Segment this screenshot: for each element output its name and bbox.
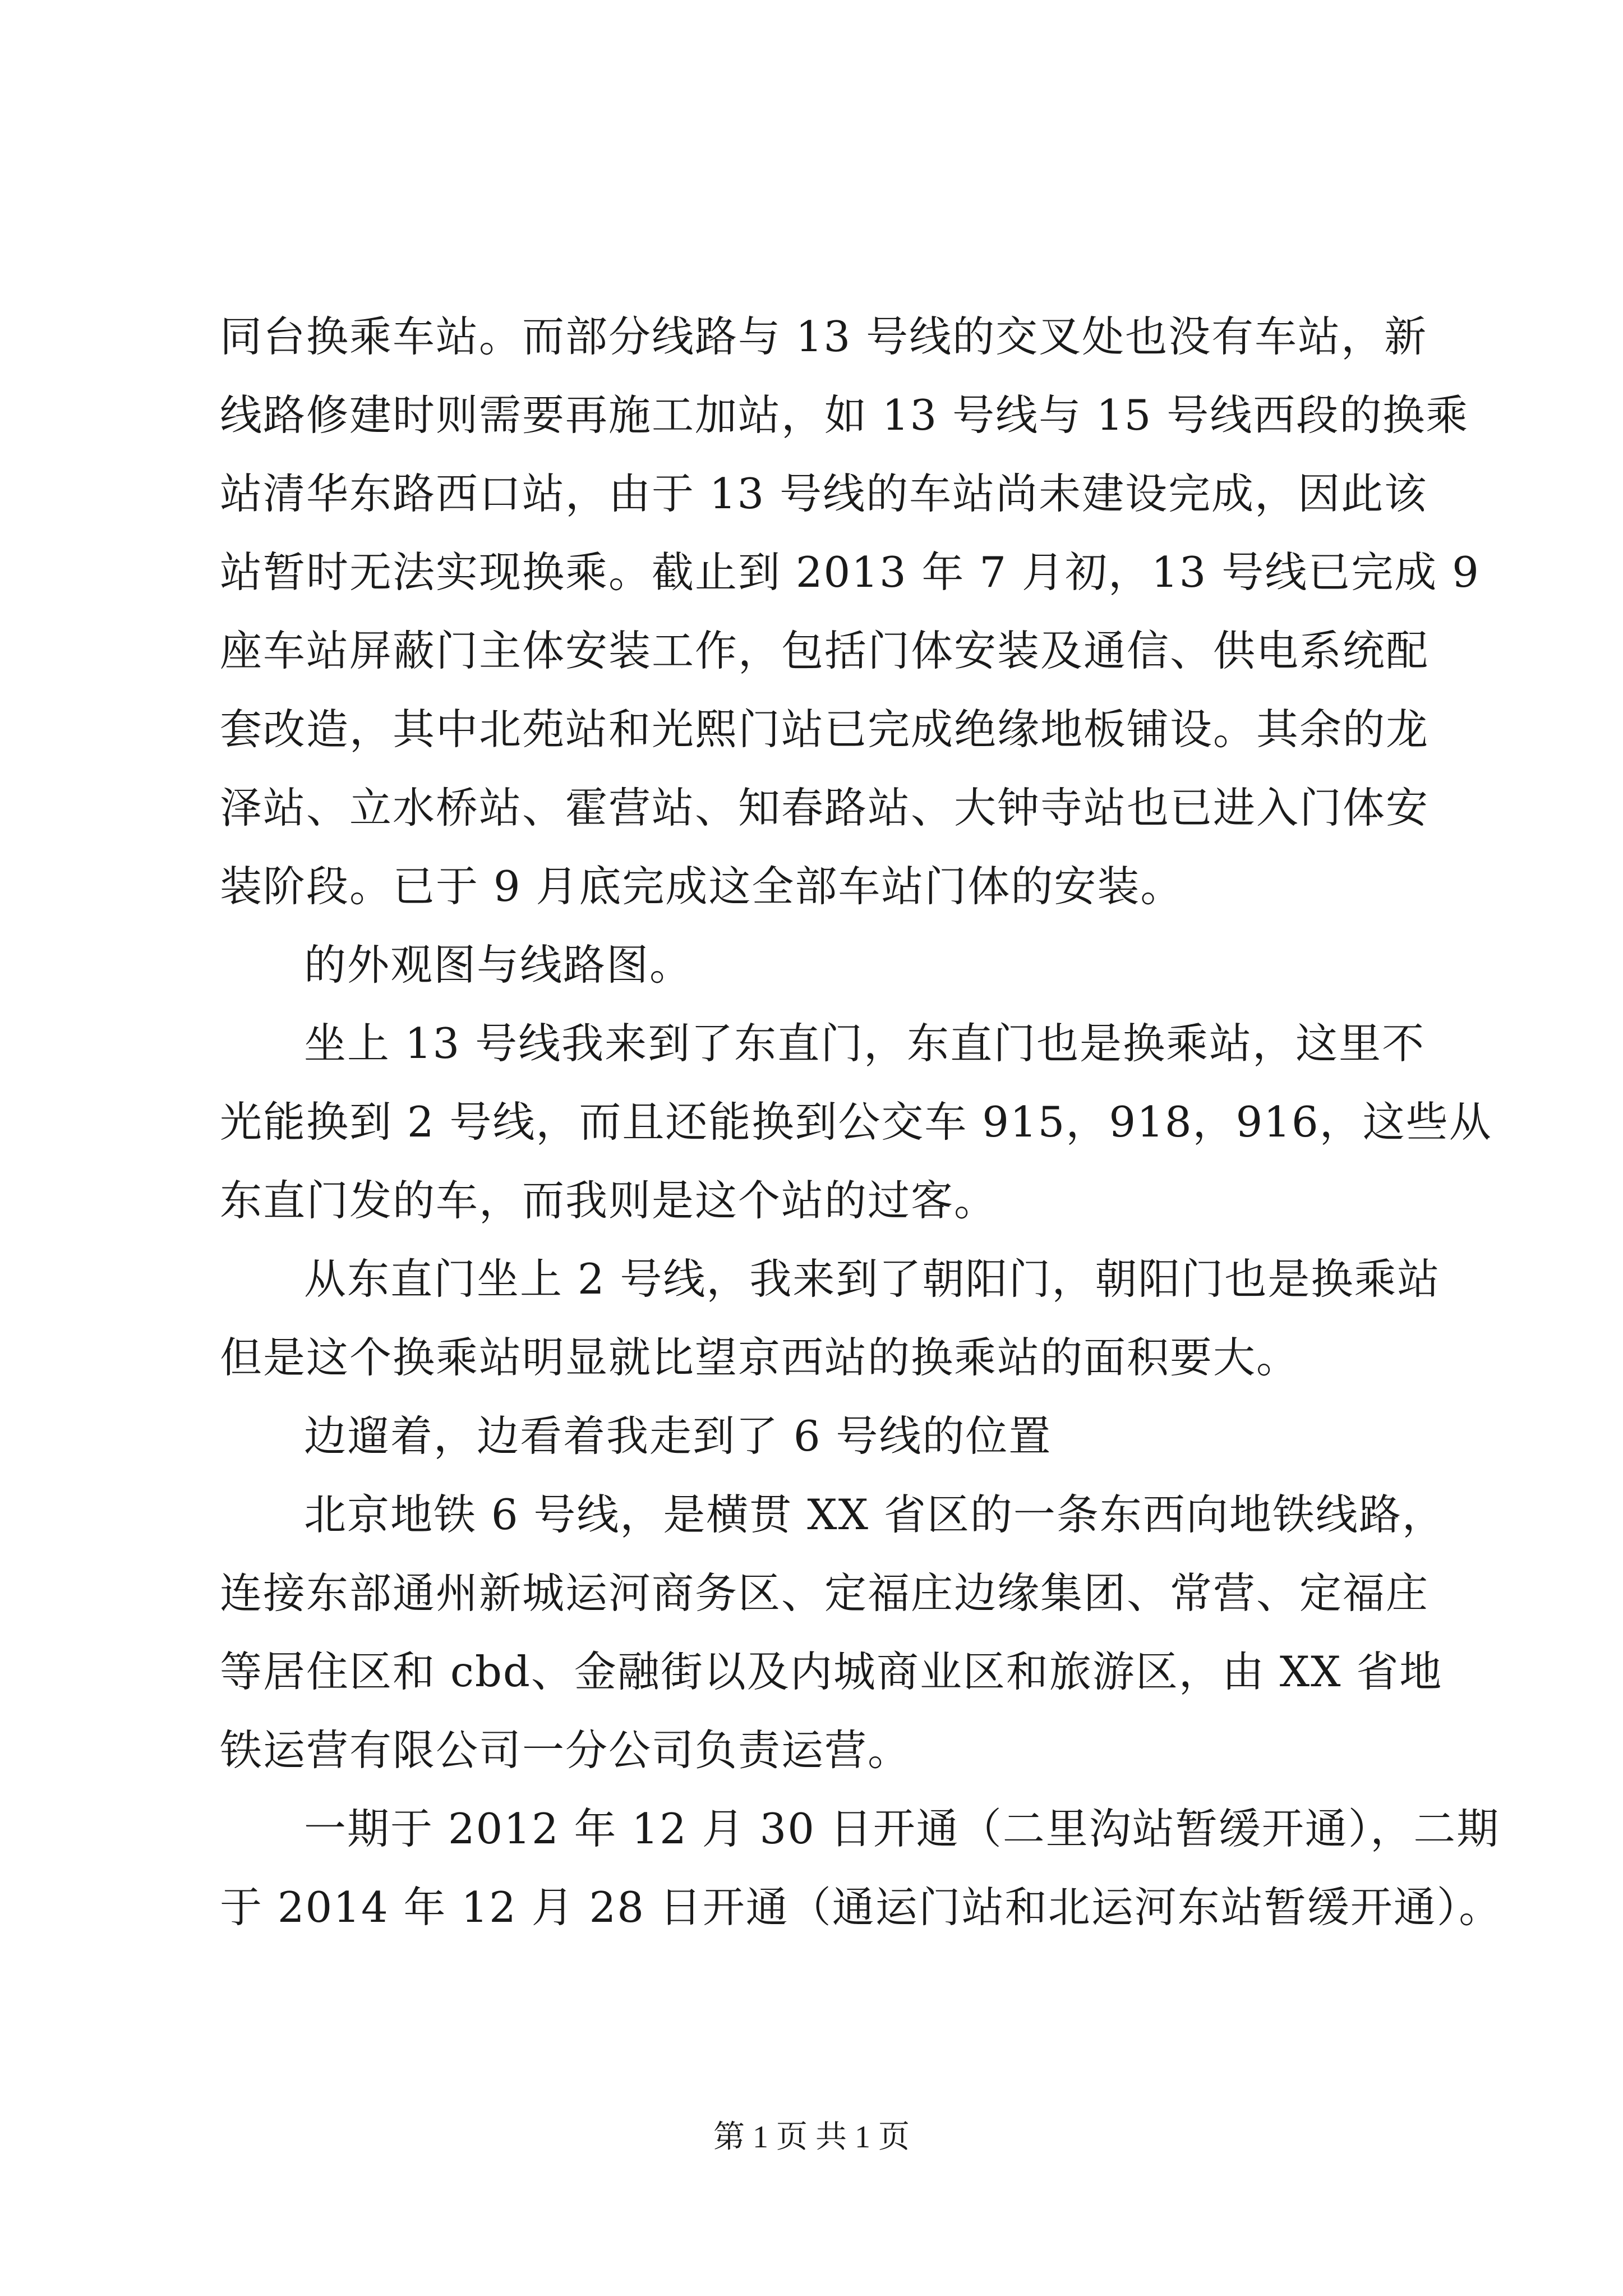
text-line: 等居住区和 cbd、金融街以及内城商业区和旅游区，由 XX 省地: [220, 1647, 1443, 1696]
text-line: 光能换到 2 号线，而且还能换到公交车 915，918，916，这些从: [220, 1097, 1492, 1147]
text-line: 站清华东路西口站，由于 13 号线的车站尚未建设完成，因此该: [220, 469, 1428, 518]
text-line: 于 2014 年 12 月 28 日开通（通运门站和北运河东站暂缓开通）。: [220, 1883, 1502, 1932]
text-line: 边遛着，边看着我走到了 6 号线的位置: [304, 1411, 1052, 1461]
text-line: 座车站屏蔽门主体安装工作，包括门体安装及通信、供电系统配: [220, 626, 1430, 675]
text-line: 但是这个换乘站明显就比望京西站的换乘站的面积要大。: [220, 1333, 1300, 1382]
text-line: 连接东部通州新城运河商务区、定福庄边缘集团、常营、定福庄: [220, 1568, 1430, 1618]
text-line: 装阶段。已于 9 月底完成这全部车站门体的安装。: [220, 862, 1184, 911]
text-line: 东直门发的车，而我则是这个站的过客。: [220, 1176, 998, 1225]
text-line: 从东直门坐上 2 号线，我来到了朝阳门，朝阳门也是换乘站: [304, 1254, 1441, 1304]
text-line: 一期于 2012 年 12 月 30 日开通（二里沟站暂缓开通），二期: [304, 1804, 1500, 1853]
text-line: 同台换乘车站。而部分线路与 13 号线的交叉处也没有车站，新: [220, 312, 1428, 361]
text-line: 泽站、立水桥站、霍营站、知春路站、大钟寺站也已进入门体安: [220, 783, 1430, 832]
text-line: 套改造，其中北苑站和光熙门站已完成绝缘地板铺设。其余的龙: [220, 705, 1430, 754]
text-line: 坐上 13 号线我来到了东直门，东直门也是换乘站，这里不: [304, 1019, 1426, 1068]
text-line: 站暂时无法实现换乘。截止到 2013 年 7 月初，13 号线已完成 9: [220, 547, 1480, 597]
page-footer: 第 1 页 共 1 页: [713, 2120, 910, 2155]
text-line: 铁运营有限公司一分公司负责运营。: [220, 1726, 911, 1775]
text-line: 的外观图与线路图。: [304, 940, 693, 990]
text-line: 线路修建时则需要再施工加站，如 13 号线与 15 号线西段的换乘: [220, 390, 1469, 440]
text-line: 北京地铁 6 号线，是横贯 XX 省区的一条东西向地铁线路，: [304, 1490, 1445, 1539]
